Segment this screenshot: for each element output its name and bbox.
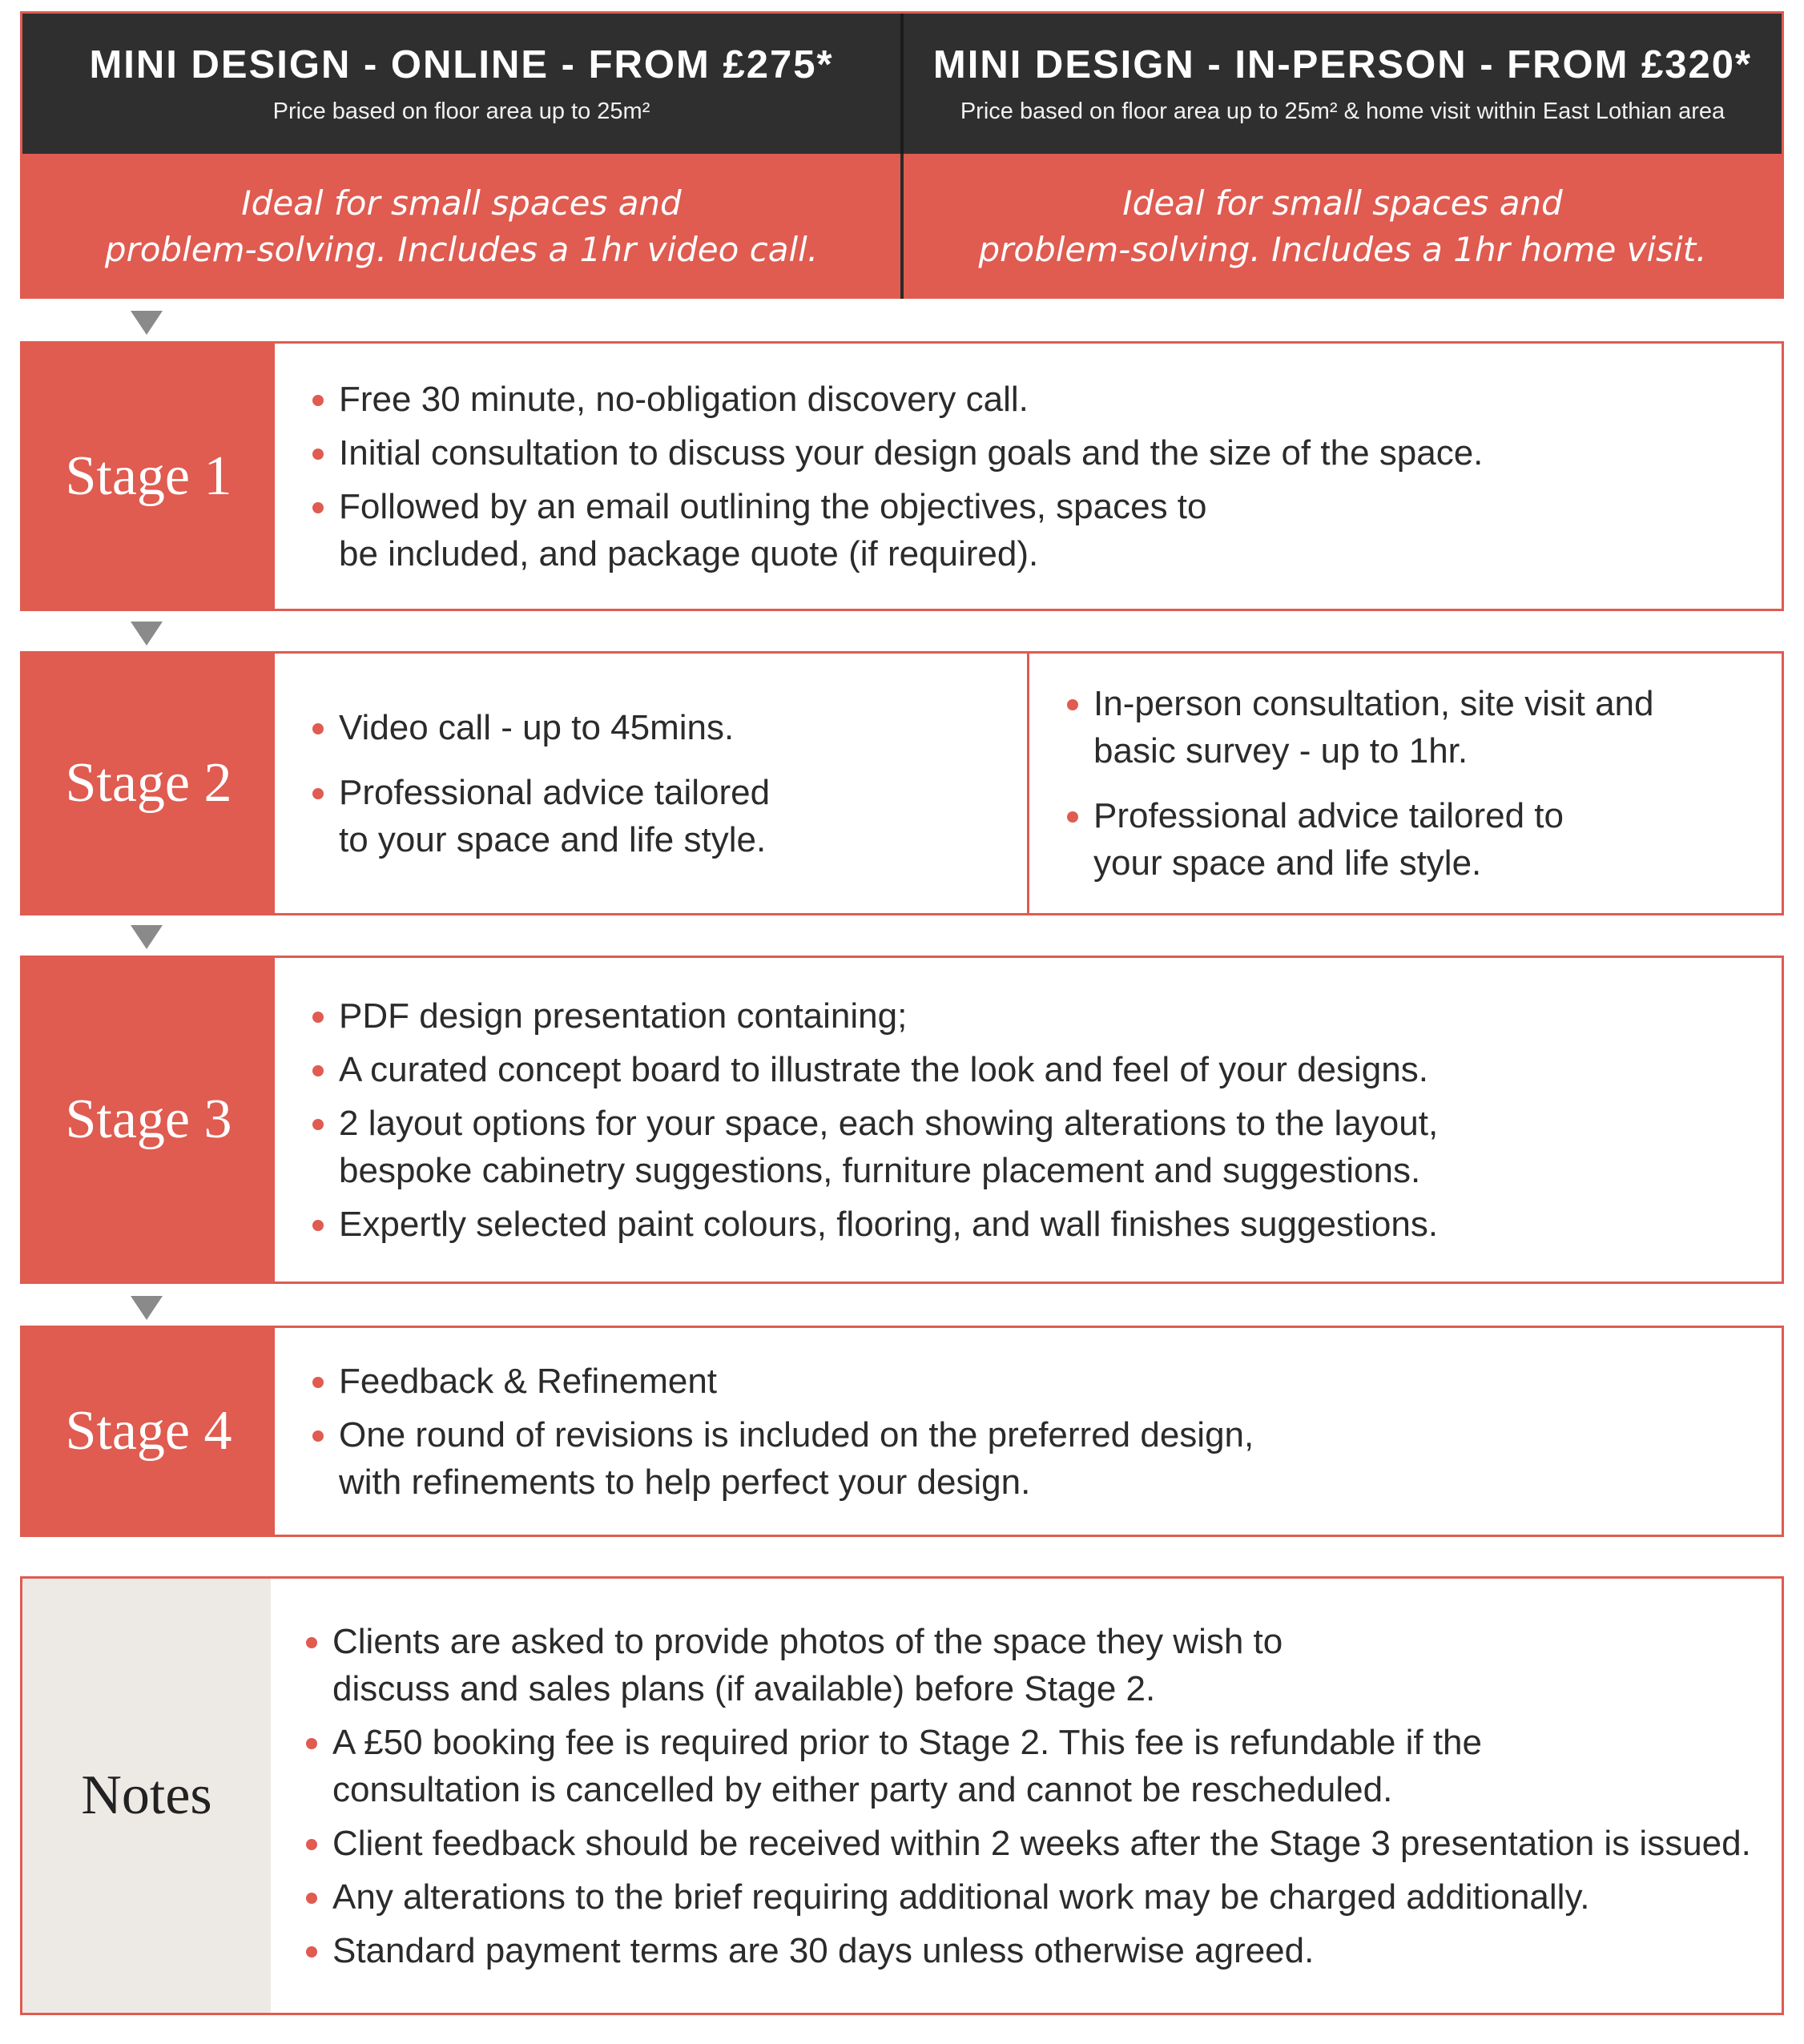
- list-item-text: Clients are asked to provide photos of the space they wish to discuss and sales plans (if available) before Stage 2.: [332, 1621, 1283, 1708]
- notes-list: [304, 1611, 1782, 1981]
- list-item: [311, 1358, 1782, 1405]
- stage-1-row: [20, 341, 1784, 611]
- down-arrow-icon: [131, 311, 163, 335]
- stage-3-content: [275, 958, 1782, 1282]
- list-item: [311, 704, 1027, 751]
- list-item: [311, 1201, 1782, 1248]
- list-item-text: In-person consultation, site visit and basic survey - up to 1hr.: [1093, 684, 1654, 771]
- list-item-text: Professional advice tailored to your space and life style.: [1093, 796, 1564, 883]
- list-item-text: 2 layout options for your space, each showing alterations to the layout, bespoke cabinetry suggestions, furniture placement and suggestions.: [339, 1103, 1439, 1190]
- list-item-text: A curated concept board to illustrate the look and feel of your designs.: [339, 1049, 1428, 1089]
- stage-4-row: [20, 1326, 1784, 1537]
- inperson-package-title: MINI DESIGN - IN-PERSON - FROM £320*: [932, 43, 1753, 87]
- stage-1-label: Stage 1: [22, 344, 275, 609]
- stage-2-inperson-list: [1065, 674, 1782, 893]
- notes-row: [20, 1576, 1784, 2015]
- list-item-text: PDF design presentation containing;: [339, 996, 908, 1036]
- list-item-text: Feedback & Refinement: [339, 1361, 718, 1401]
- inperson-ideal-text: Ideal for small spaces and problem-solving. Includes a 1hr home visit.: [978, 183, 1707, 269]
- online-package-subtitle: Price based on floor area up to 25m²: [272, 99, 650, 124]
- list-item: [304, 1927, 1782, 1974]
- down-arrow-icon: [131, 622, 163, 646]
- list-item: [311, 992, 1782, 1040]
- notes-label: Notes: [22, 1579, 271, 2013]
- list-item-text: Client feedback should be received within 2 weeks after the Stage 3 presentation is issued.: [332, 1823, 1751, 1863]
- stage-2-online-list: [311, 698, 1027, 870]
- list-item: [311, 1046, 1782, 1093]
- package-header: [20, 11, 1784, 299]
- list-item: [311, 769, 1027, 863]
- list-item-text: Initial consultation to discuss your design goals and the size of the space.: [339, 433, 1484, 473]
- list-item: [304, 1873, 1782, 1921]
- stage-1-content: [275, 344, 1782, 609]
- list-item-text: Free 30 minute, no-obligation discovery call.: [339, 379, 1029, 419]
- stage-3-label: Stage 3: [22, 958, 275, 1282]
- list-item: [1065, 792, 1782, 887]
- stage-2-inperson-column: [1027, 654, 1782, 913]
- stage-2-content: [275, 654, 1782, 913]
- stage-4-list: [311, 1351, 1782, 1512]
- stage-2-row: [20, 651, 1784, 915]
- list-item: [311, 376, 1782, 423]
- inperson-package-subtitle: Price based on floor area up to 25m² & home visit within East Lothian area: [960, 99, 1725, 124]
- online-package-title: MINI DESIGN - ONLINE - FROM £275*: [89, 43, 834, 87]
- online-ideal-cell: [22, 154, 900, 299]
- notes-content: [271, 1579, 1782, 2013]
- stage-1-list: [311, 369, 1782, 584]
- list-item: [304, 1820, 1782, 1867]
- header-titles: [22, 14, 1782, 154]
- stage-4-content: [275, 1328, 1782, 1535]
- inperson-package-heading: [900, 14, 1782, 154]
- inperson-ideal-cell: [900, 154, 1782, 299]
- stage-2-online-column: [275, 654, 1027, 913]
- list-item-text: Video call - up to 45mins.: [339, 707, 735, 747]
- list-item-text: A £50 booking fee is required prior to Stage 2. This fee is refundable if the consultation is cancelled by either party and cannot be rescheduled.: [332, 1722, 1482, 1809]
- list-item: [311, 1411, 1782, 1506]
- stage-3-row: [20, 956, 1784, 1284]
- list-item: [304, 1719, 1782, 1813]
- stage-3-list: [311, 986, 1782, 1254]
- list-item-text: Professional advice tailored to your space and life style.: [339, 772, 771, 859]
- list-item-text: One round of revisions is included on the preferred design, with refinements to help perfect your design.: [339, 1414, 1254, 1502]
- online-package-heading: [22, 14, 900, 154]
- down-arrow-icon: [131, 1296, 163, 1320]
- stage-2-label: Stage 2: [22, 654, 275, 913]
- list-item-text: Standard payment terms are 30 days unless otherwise agreed.: [332, 1930, 1315, 1970]
- list-item-text: Followed by an email outlining the objectives, spaces to be included, and package quote (if required).: [339, 486, 1207, 573]
- stage-4-label: Stage 4: [22, 1328, 275, 1535]
- list-item-text: Any alterations to the brief requiring additional work may be charged additionally.: [332, 1877, 1590, 1917]
- down-arrow-icon: [131, 925, 163, 949]
- list-item: [304, 1618, 1782, 1712]
- list-item: [311, 1100, 1782, 1194]
- header-descriptions: [22, 154, 1782, 299]
- list-item: [311, 483, 1782, 577]
- list-item-text: Expertly selected paint colours, flooring, and wall finishes suggestions.: [339, 1204, 1439, 1244]
- online-ideal-text: Ideal for small spaces and problem-solving. Includes a 1hr video call.: [104, 183, 819, 269]
- list-item: [311, 429, 1782, 477]
- list-item: [1065, 680, 1782, 775]
